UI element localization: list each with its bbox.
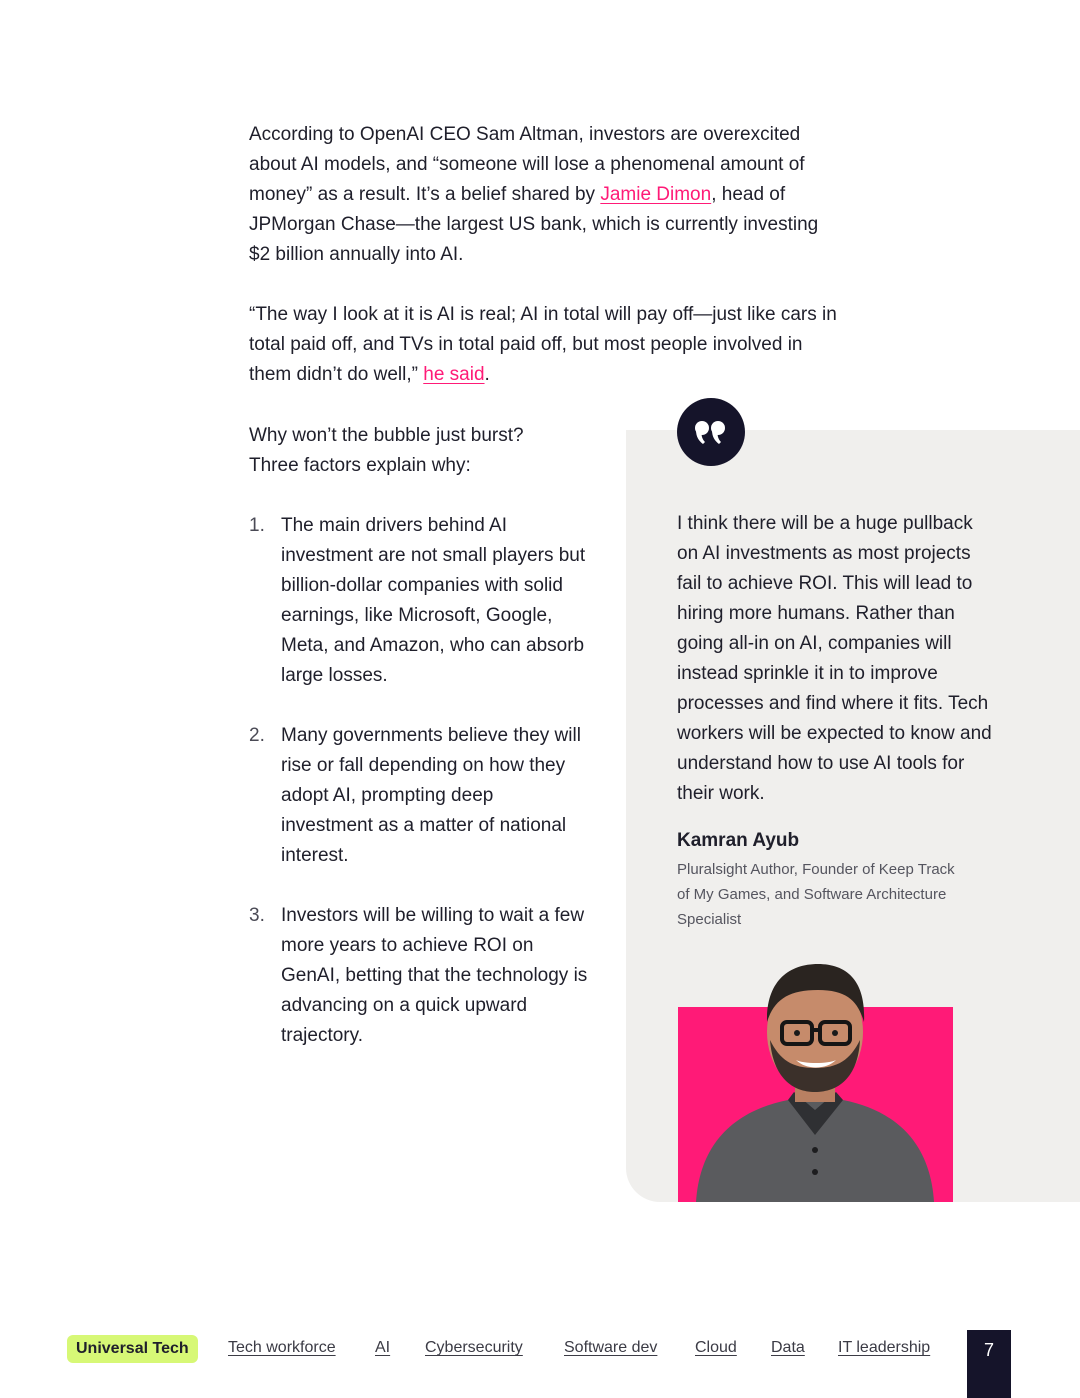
jamie-dimon-link[interactable]: Jamie Dimon	[600, 184, 712, 205]
footer-nav	[0, 1330, 1080, 1398]
list-item	[249, 511, 589, 691]
paragraph-altman: According to OpenAI CEO Sam Altman, investors are overexcited about AI models, and “someone will lose a phenomenal amount of money” as a result. It’s a belief shared by Jamie Dimon, head of JPMorgan Chase—the largest US bank, which is currently investing $2 billion annually into AI.	[249, 124, 819, 265]
author-portrait-illustration	[678, 960, 953, 1202]
list-text: The main drivers behind AI investment are not small players but billion-dollar companies with solid earnings, like Microsoft, Google, Meta, and Amazon, who can absorb large losses.	[281, 515, 586, 686]
nav-ai[interactable]: AI	[375, 1339, 391, 1356]
page-number: 7	[967, 1330, 1011, 1398]
list-text: Investors will be willing to wait a few more years to achieve ROI on GenAI, betting that the technology is advancing on a quick upward trajectory.	[281, 905, 588, 1046]
list-number: 1.	[249, 515, 265, 536]
nav-software-dev[interactable]: Software dev	[564, 1339, 658, 1356]
nav-universal-tech[interactable]: Universal Tech	[67, 1335, 198, 1363]
list-item	[249, 721, 589, 871]
nav-cloud[interactable]: Cloud	[695, 1339, 737, 1356]
list-number: 2.	[249, 725, 265, 746]
quote-author-role: Pluralsight Author, Founder of Keep Track of My Games, and Software Architecture Specialist	[677, 861, 955, 928]
article-body	[249, 120, 839, 420]
factors-intro	[249, 421, 609, 481]
intro-line-1: Why won’t the bubble just burst?	[249, 425, 524, 446]
factor-list	[249, 511, 589, 1081]
intro-line-2: Three factors explain why:	[249, 455, 471, 476]
quote-author: Kamran Ayub	[677, 830, 800, 851]
nav-tech-workforce[interactable]: Tech workforce	[228, 1339, 336, 1356]
nav-data[interactable]: Data	[771, 1339, 805, 1356]
quote-marks-icon	[694, 419, 728, 445]
list-number: 3.	[249, 905, 265, 926]
author-portrait	[678, 960, 953, 1202]
list-text: Many governments believe they will rise or fall depending on how they adopt AI, prompting deep investment as a matter of national interest.	[281, 725, 581, 866]
nav-cybersecurity[interactable]: Cybersecurity	[425, 1339, 523, 1356]
quote-icon	[677, 398, 745, 466]
nav-it-leadership[interactable]: IT leadership	[838, 1339, 931, 1356]
he-said-link[interactable]: he said	[423, 364, 485, 385]
quote-text: I think there will be a huge pullback on AI investments as most projects fail to achieve ROI. This will lead to hiring more humans. Rather than going all-in on AI, companies will instead sprinkle it in to improve processes and find where it fits. Tech workers will be expected to know and understand how to use AI tools for their work.	[677, 513, 992, 804]
list-item	[249, 901, 589, 1051]
paragraph-dimon-quote: “The way I look at it is AI is real; AI in total will pay off—just like cars in total paid off, and TVs in total paid off, but most people involved in them didn’t do well,” he said.	[249, 304, 837, 385]
